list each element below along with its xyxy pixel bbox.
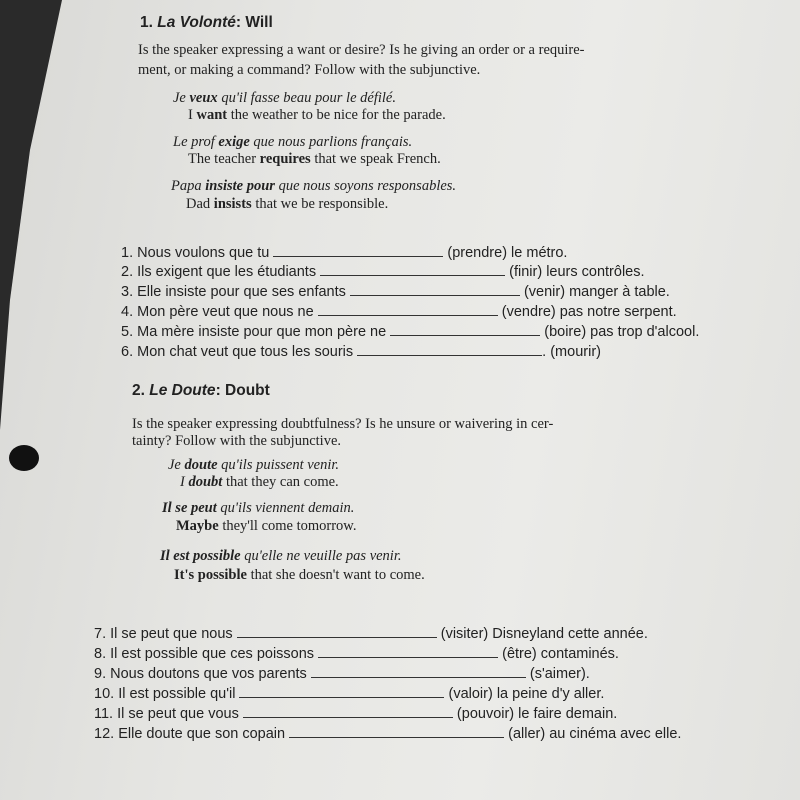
answer-blank[interactable] xyxy=(311,665,526,678)
exercise-item: 2. Ils exigent que les étudiants (finir) leurs contrôles. xyxy=(121,264,645,280)
section1-number: 1. xyxy=(140,14,153,31)
answer-blank[interactable] xyxy=(390,323,540,336)
example-fr: Il se peut qu'ils viennent demain. xyxy=(162,500,355,516)
example-en: I want the weather to be nice for the parade. xyxy=(188,107,446,123)
answer-blank[interactable] xyxy=(239,685,444,698)
section2-intro-line1: Is the speaker expressing doubtfulness? Is he unsure or waivering in cer- xyxy=(132,416,554,432)
section2-heading xyxy=(132,382,270,400)
answer-blank[interactable] xyxy=(318,303,498,316)
answer-blank[interactable] xyxy=(357,343,542,356)
section2-title-en: : Doubt xyxy=(215,382,270,399)
answer-blank[interactable] xyxy=(320,263,505,276)
example-en: The teacher requires that we speak French. xyxy=(188,151,441,167)
section1-intro-line2: ment, or making a command? Follow with the subjunctive. xyxy=(138,62,481,78)
example-fr: Le prof exige que nous parlions français. xyxy=(173,134,413,150)
section1-title-fr: La Volonté xyxy=(157,14,236,31)
section2-intro-line2: tainty? Follow with the subjunctive. xyxy=(132,433,342,449)
section2-title-fr: Le Doute xyxy=(149,382,216,399)
example-fr: Il est possible qu'elle ne veuille pas venir. xyxy=(160,548,402,564)
exercise-item: 5. Ma mère insiste pour que mon père ne (boire) pas trop d'alcool. xyxy=(121,324,700,340)
exercise-item: 9. Nous doutons que vos parents (s'aimer). xyxy=(94,666,590,682)
section1-heading xyxy=(140,14,273,32)
answer-blank[interactable] xyxy=(243,705,453,718)
example-fr: Papa insiste pour que nous soyons responsables. xyxy=(171,178,457,194)
example-en: Maybe they'll come tomorrow. xyxy=(176,518,357,534)
exercise-item: 7. Il se peut que nous (visiter) Disneyland cette année. xyxy=(94,626,648,642)
section1-title-en: : Will xyxy=(235,14,273,31)
example-en: I doubt that they can come. xyxy=(180,474,339,490)
exercise-item: 4. Mon père veut que nous ne (vendre) pas notre serpent. xyxy=(121,304,677,320)
exercise-item: 11. Il se peut que vous (pouvoir) le faire demain. xyxy=(94,706,618,722)
exercise-item: 6. Mon chat veut que tous les souris . (mourir) xyxy=(121,344,601,360)
answer-blank[interactable] xyxy=(237,625,437,638)
exercise-item: 12. Elle doute que son copain (aller) au cinéma avec elle. xyxy=(94,726,682,742)
answer-blank[interactable] xyxy=(318,645,498,658)
example-en: Dad insists that we be responsible. xyxy=(186,196,389,212)
section2-number: 2. xyxy=(132,382,145,399)
answer-blank[interactable] xyxy=(289,725,504,738)
example-fr: Je doute qu'ils puissent venir. xyxy=(168,457,340,473)
answer-blank[interactable] xyxy=(273,244,443,257)
exercise-item: 3. Elle insiste pour que ses enfants (venir) manger à table. xyxy=(121,284,670,300)
example-fr: Je veux qu'il fasse beau pour le défilé. xyxy=(173,90,396,106)
exercise-item: 1. Nous voulons que tu (prendre) le métro. xyxy=(121,245,568,261)
answer-blank[interactable] xyxy=(350,283,520,296)
exercise-item: 8. Il est possible que ces poissons (être) contaminés. xyxy=(94,646,619,662)
binder-hole xyxy=(9,445,39,471)
section1-intro-line1: Is the speaker expressing a want or desire? Is he giving an order or a require- xyxy=(138,42,585,58)
example-en: It's possible that she doesn't want to come. xyxy=(174,567,425,583)
exercise-item: 10. Il est possible qu'il (valoir) la peine d'y aller. xyxy=(94,686,605,702)
